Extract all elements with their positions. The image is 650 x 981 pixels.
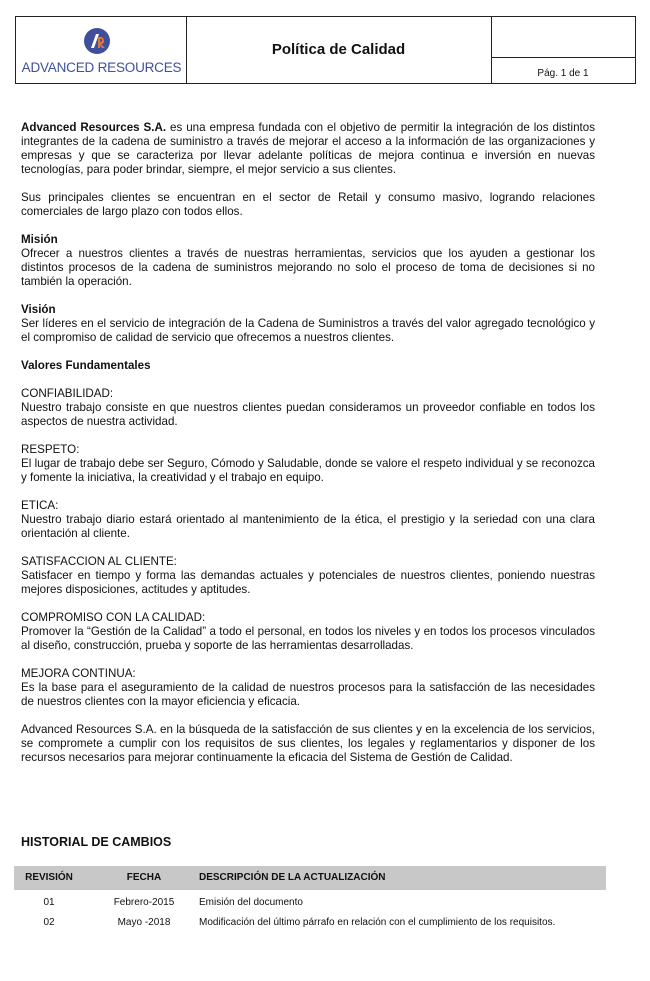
document-body	[21, 121, 595, 765]
valores-heading: Valores Fundamentales	[21, 359, 151, 372]
company-name: Advanced Resources S.A.	[21, 121, 167, 134]
table-row	[14, 890, 606, 914]
cell-divider	[491, 57, 635, 58]
advanced-resources-logo-icon	[83, 27, 111, 55]
date-cell: Mayo -2018	[117, 917, 171, 928]
intro-paragraph	[21, 121, 595, 177]
logo-text: ADVANCED RESOURCES	[21, 60, 182, 75]
page-number: Pág. 1 de 1	[537, 68, 589, 79]
value-title: CONFIABILIDAD:	[21, 387, 114, 400]
history-table	[14, 866, 606, 948]
value-title: RESPETO:	[21, 443, 80, 456]
date-cell: Febrero-2015	[113, 897, 175, 908]
page-cell	[491, 17, 635, 83]
document-header	[15, 16, 636, 84]
description-cell: Emisión del documento	[199, 897, 303, 908]
value-text: Nuestro trabajo consiste en que nuestros clientes puedan consideramos un proveedor confiable en todos los aspectos de nuestra actividad.	[21, 401, 595, 428]
value-text: Satisfacer en tiempo y forma las demandas actuales y potenciales de nuestros clientes, poniendo nuestras mejores disposiciones, actitudes y aptitudes.	[21, 569, 595, 596]
clients-paragraph: Sus principales clientes se encuentran en el sector de Retail y consumo masivo, logrando relaciones comerciales de largo plazo con todos ellos.	[21, 191, 595, 218]
value-title: MEJORA CONTINUA:	[21, 667, 136, 680]
value-title: ETICA:	[21, 499, 59, 512]
vision-heading: Visión	[21, 303, 56, 316]
table-header	[14, 866, 606, 890]
value-text: Promover la “Gestión de la Calidad” a todo el personal, en todos los niveles y en todos los procesos vinculados al diseño, construcción, prueba y soporte de las herramientas desarrolladas.	[21, 625, 595, 652]
history-heading: HISTORIAL DE CAMBIOS	[21, 835, 172, 849]
vision-text: Ser líderes en el servicio de integración de la Cadena de Suministros a través del valor agregado tecnológico y el compromiso de calidad de servicio que ofrecemos a nuestros clientes.	[21, 317, 595, 344]
table-row	[14, 914, 606, 948]
value-text: Nuestro trabajo diario estará orientado al mantenimiento de la ética, el prestigio y la seriedad con una clara orientación al cliente.	[21, 513, 595, 540]
title-cell	[186, 17, 492, 83]
mision-text: Ofrecer a nuestros clientes a través de nuestras herramientas, servicios que los ayuden a gestionar los distintos procesos de la cadena de suministros mejorando no solo el proceso de toma de decisiones si no también la operación.	[21, 247, 595, 288]
intro-text: es una empresa fundada con el objetivo de permitir la integración de los distintos integrantes de la cadena de suministro a través de mejorar el acceso a la información de las organizaciones y empresas y que se caracteriza por llevar adelante políticas de mejora continua e inversión en nuevas tecnologías, para poder brindar, siempre, el mejor servicio a sus clientes.	[21, 121, 595, 176]
mision-heading: Misión	[21, 233, 58, 246]
description-cell: Modificación del último párrafo en relación con el cumplimiento de los requisitos.	[199, 917, 556, 928]
column-header: DESCRIPCIÓN DE LA ACTUALIZACIÓN	[199, 872, 386, 883]
revision-cell: 02	[43, 917, 55, 928]
value-title: COMPROMISO CON LA CALIDAD:	[21, 611, 206, 624]
column-header: REVISIÓN	[25, 872, 73, 883]
value-text: Es la base para el aseguramiento de la calidad de nuestros procesos para la satisfacción de las necesidades de nuestros clientes con la mayor eficiencia y eficacia.	[21, 681, 595, 708]
value-title: SATISFACCION AL CLIENTE:	[21, 555, 177, 568]
document-title: Política de Calidad	[271, 41, 406, 58]
revision-cell: 01	[43, 897, 55, 908]
column-header: FECHA	[126, 872, 162, 883]
value-text: El lugar de trabajo debe ser Seguro, Cómodo y Saludable, donde se valore el respeto individual y se reconozca y fomente la iniciativa, la creatividad y el trabajo en equipo.	[21, 457, 595, 484]
logo-cell	[16, 17, 187, 83]
closing-paragraph: Advanced Resources S.A. en la búsqueda de la satisfacción de sus clientes y en la excelencia de los servicios, se compromete a cumplir con los requisitos de sus clientes, los legales y reglamentarios y disponer de los recursos necesarios para mejorar continuamente la eficacia del Sistema de Gestión de Calidad.	[21, 723, 595, 764]
